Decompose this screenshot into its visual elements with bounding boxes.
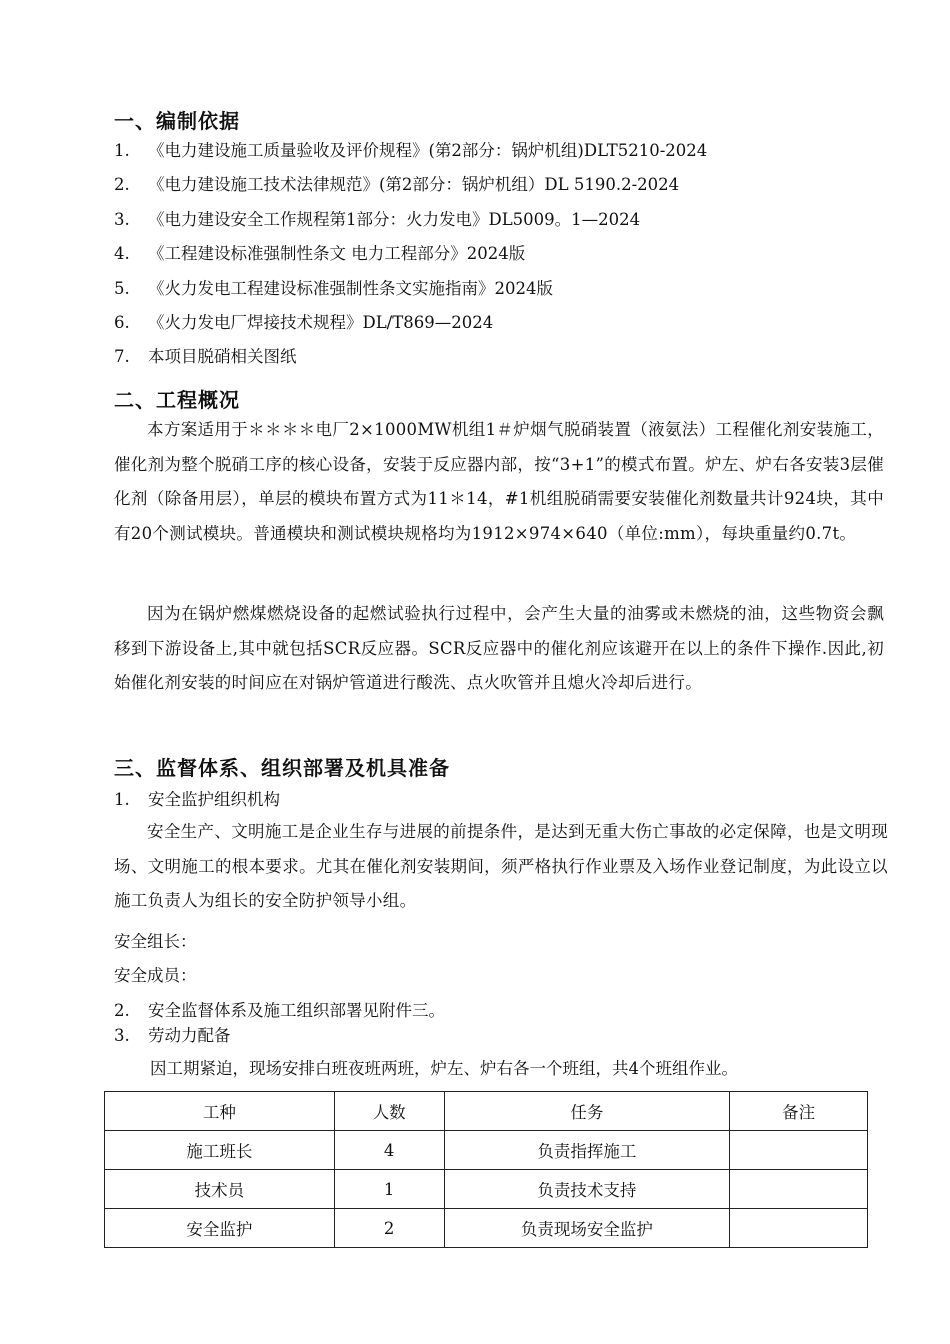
list-text: 劳动力配备 <box>148 1026 231 1045</box>
table-cell <box>730 1131 868 1170</box>
list-text: 《火力发电工程建设标准强制性条文实施指南》2024版 <box>148 279 553 298</box>
table-row <box>105 1209 868 1248</box>
list-text: 安全监督体系及施工组织部署见附件三。 <box>148 1001 445 1020</box>
list-number: 3. <box>114 1026 130 1045</box>
table-cell: 负责技术支持 <box>444 1170 730 1209</box>
list-number: 2. <box>114 175 130 194</box>
header-cell-remark: 备注 <box>730 1092 868 1131</box>
labor-paragraph: 因工期紧迫，现场安排白班夜班两班，炉左、炉右各一个班组，共4个班组作业。 <box>150 1059 738 1078</box>
list-number: 6. <box>114 313 130 332</box>
table-cell: 2 <box>334 1209 444 1248</box>
list-text: 《工程建设标准强制性条文 电力工程部分》2024版 <box>148 244 526 263</box>
section-heading-basis: 一、编制依据 <box>114 109 240 133</box>
list-item <box>114 278 553 300</box>
table-row <box>105 1170 868 1209</box>
table-cell <box>730 1170 868 1209</box>
safety-leader-label: 安全组长： <box>114 932 197 951</box>
table-header-row <box>105 1092 868 1131</box>
header-cell-count: 人数 <box>334 1092 444 1131</box>
table-cell: 负责现场安全监护 <box>444 1209 730 1248</box>
table-row <box>105 1131 868 1170</box>
subsection-item <box>114 1000 445 1022</box>
header-cell-trade: 工种 <box>105 1092 335 1131</box>
list-text: 《电力建设施工技术法律规范》(第2部分：锅炉机组）DL 5190.2-2024 <box>148 175 680 194</box>
list-number: 2. <box>114 1001 130 1020</box>
list-number: 5. <box>114 279 130 298</box>
table-cell: 负责指挥施工 <box>444 1131 730 1170</box>
list-number: 1. <box>114 790 130 809</box>
list-item <box>114 312 493 334</box>
safety-paragraph: 安全生产、文明施工是企业生存与进展的前提条件，是达到无重大伤亡事故的必定保障，也是文明现场、文明施工的根本要求。尤其在催化剂安装期间，须严格执行作业票及入场作业登记制度，为此设立以施工负责人为组长的安全防护领导小组。 <box>114 822 888 910</box>
table-cell: 技术员 <box>105 1170 335 1209</box>
list-number: 4. <box>114 244 130 263</box>
list-text: 《电力建设施工质量验收及评价规程》(第2部分：锅炉机组)DLT5210-2024 <box>148 141 708 160</box>
list-number: 3. <box>114 210 130 229</box>
list-text: 本项目脱硝相关图纸 <box>148 347 297 366</box>
table-cell: 施工班长 <box>105 1131 335 1170</box>
safety-members-label: 安全成员： <box>114 966 197 985</box>
table-cell: 安全监护 <box>105 1209 335 1248</box>
list-item <box>114 346 297 368</box>
list-item <box>114 243 525 265</box>
table-cell: 1 <box>334 1170 444 1209</box>
list-number: 1. <box>114 141 130 160</box>
overview-paragraph-1: 本方案适用于＊＊＊＊电厂2×1000MW机组1＃炉烟气脱硝装置（液氨法）工程催化剂安装施工，催化剂为整个脱硝工序的核心设备，安装于反应器内部，按“3+1”的模式布置。炉左、炉右各安装3层催化剂（除备用层），单层的模块布置方式为11＊14，#1机组脱硝需要安装催化剂数量共计924块，其中有20个测试模块。普通模块和测试模块规格均为1912×974×640（单位:mm），每块重量约0.7t。 <box>114 420 884 543</box>
list-item <box>114 140 707 162</box>
labor-table <box>104 1091 868 1248</box>
overview-paragraph-2: 因为在锅炉燃煤燃烧设备的起燃试验执行过程中，会产生大量的油雾或未燃烧的油，这些物资会飘移到下游设备上,其中就包括SCR反应器。SCR反应器中的催化剂应该避开在以上的条件下操作.因此,初始催化剂安装的时间应在对锅炉管道进行酸洗、点火吹管并且熄火冷却后进行。 <box>114 604 884 692</box>
section-heading-overview: 二、工程概况 <box>114 388 240 412</box>
list-text: 安全监护组织机构 <box>148 790 280 809</box>
list-text: 《火力发电厂焊接技术规程》DL/T869—2024 <box>148 313 494 332</box>
list-number: 7. <box>114 347 130 366</box>
subsection-item <box>114 789 280 811</box>
subsection-item <box>114 1025 231 1047</box>
table-cell: 4 <box>334 1131 444 1170</box>
header-cell-task: 任务 <box>444 1092 730 1131</box>
list-item <box>114 174 679 196</box>
table-cell <box>730 1209 868 1248</box>
list-text: 《电力建设安全工作规程第1部分：火力发电》DL5009。1—2024 <box>148 210 641 229</box>
section-heading-supervision: 三、监督体系、组织部署及机具准备 <box>114 756 450 780</box>
list-item <box>114 209 640 231</box>
